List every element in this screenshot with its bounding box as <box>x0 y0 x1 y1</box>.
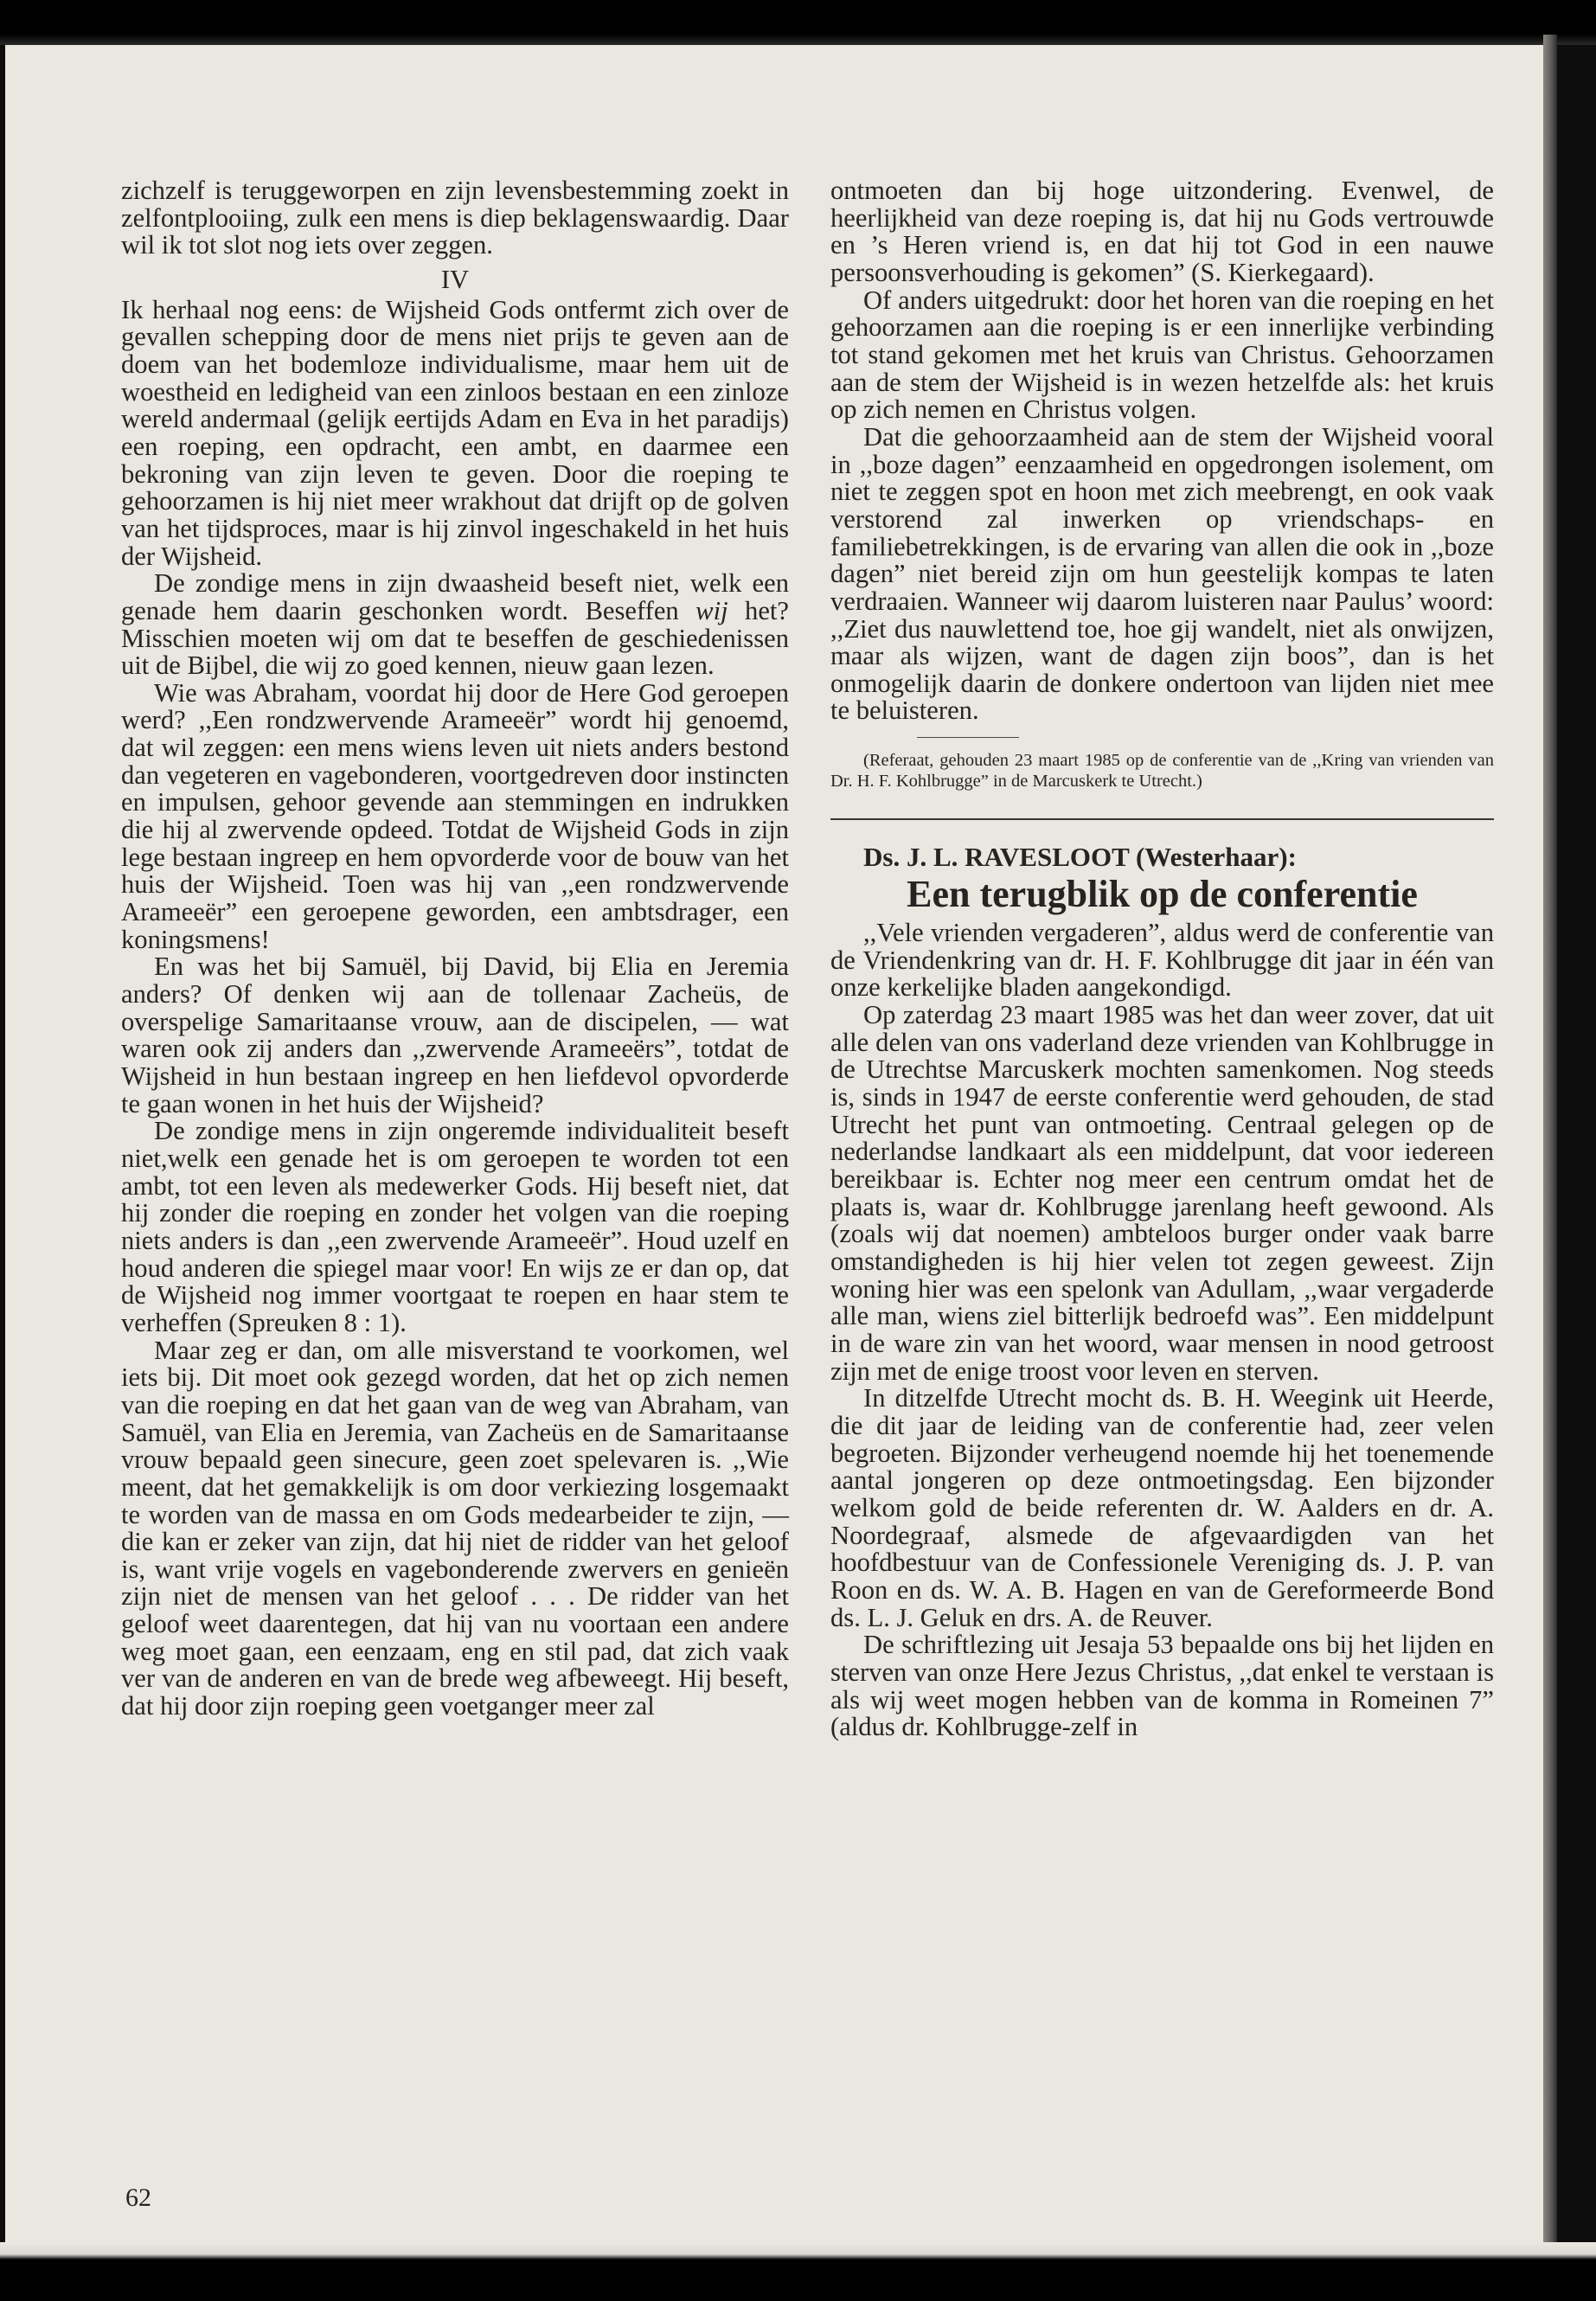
paragraph: ,,Vele vrienden vergaderen”, aldus werd de conferentie van de Vriendenkring van dr. H. F. Kohlbrugge dit jaar in één van onze kerkelijke bladen aangekondigd. <box>830 918 1494 1003</box>
emphasis: wij <box>695 595 728 625</box>
scan-bottom-border <box>0 2242 1596 2301</box>
paragraph: Wie was Abraham, voordat hij door de Here God geroepen werd? ,,Een rondzwervende Arameeër” wordt hij genoemd, dat wil zeggen: een mens wiens leven uit niets anders bestond dan vegeteren en vagebonderen, voortgedreven door instincten en impulsen, gehoor gevende aan stemmingen en indrukken die hij al zwervende opdeed. Totdat de Wijsheid Gods in zijn lege bestaan ingreep en hem opvorderde voor de bouw van het huis der Wijsheid. Toen was hij van ,,een rondzwervende Arameeër” een geroepene geworden, een ambtsdrager, een koningsmens! <box>121 677 789 954</box>
right-column <box>830 177 1494 1741</box>
paragraph: Op zaterdag 23 maart 1985 was het dan weer zover, dat uit alle delen van ons vaderland deze vrienden van Kohlbrugge in de Utrechtse Marcuskerk mochten samenkomen. Nog steeds is, sinds in 1947 de eerste conferentie werd gehouden, de stad Utrecht het punt van ontmoeting. Centraal gelegen op de nederlandse landkaart als een middelpunt, dat voor iedereen bereikbaar is. Echter nog meer een centrum omdat het de plaats is, waar dr. Kohlbrugge jarenlang heeft gewoond. Als (zoals wij dat noemen) ambteloos burger onder vaak barre omstandigheden is hij hier velen tot zegen geweest. Zijn woning hier was een spelonk van Adullam, ,,waar vergaderde alle man, wiens ziel bitterlijk bedroefd was”. Een middelpunt in de ware zin van het woord, waar mensen in nood getroost zijn met de enige troost voor leven en sterven. <box>830 1000 1494 1386</box>
paragraph: De zondige mens in zijn ongeremde individualiteit beseft niet,welk een genade het is om geroepen te worden tot een ambt, tot een leven als medewerker Gods. Hij beseft niet, dat hij zonder die roeping en zonder het volgen van die roeping niets anders is dan ,,een zwervende Arameeër”. Houd uzelf en houd anderen die spiegel maar voor! En wijs ze er dan op, dat de Wijsheid nog immer voortgaat te roepen en haar stem te verheffen (Spreuken 8 : 1). <box>121 1116 789 1337</box>
paragraph-opening: zichzelf is teruggeworpen en zijn levensbestemming zoekt in zelfontplooiing, zulk een mens is diep beklagenswaardig. Daar wil ik tot slot nog iets over zeggen. <box>121 176 789 260</box>
page-number: 62 <box>125 2183 151 2212</box>
paragraph: Ik herhaal nog eens: de Wijsheid Gods ontfermt zich over de gevallen schepping door de mens niet prijs te geven aan de doem van het bodemloze individualisme, maar hem uit de woestheid en ledigheid van een zinloos bestaan en een zinloze wereld andermaal (gelijk eertijds Adam en Eva in het paradijs) een roeping, een opdracht, een ambt, en daarmee een bekroning van zijn leven te geven. Door die roeping te gehoorzamen is hij niet meer wrakhout dat drijft op de golven van het tijdsproces, maar is hij zinvol ingeschakeld in het huis der Wijsheid. <box>121 294 789 571</box>
paragraph: Maar zeg er dan, om alle misverstand te voorkomen, wel iets bij. Dit moet ook gezegd worden, dat het op zich nemen van die roeping en dat het gaan van de weg van Abraham, van Samuël, van Elia en Jeremia, van Zacheüs en de Samaritaanse vrouw bepaald geen sinecure, geen zoet spelevaren is. ,,Wie meent, dat het gemakkelijk is om door verkiezing losgemaakt te worden van de massa en om Gods medearbeider te zijn, — die kan er zeker van zijn, dat hij niet de ridder van het geloof is, want vrije vogels en vagebonderende zwervers en genieën zijn niet de mensen van het geloof . . . De ridder van het geloof weet daarentegen, dat hij van nu voortaan een andere weg moet gaan, een eenzaam, eng en stil pad, dat zich vaak ver van de anderen en van de brede weg afbeweegt. Hij beseft, dat hij door zijn roeping geen voetganger meer zal <box>121 1335 789 1721</box>
article-byline: Ds. J. L. RAVESLOOT (Westerhaar): <box>863 842 1297 873</box>
page-edge-shadow <box>1543 35 1557 2249</box>
paragraph: Of anders uitgedrukt: door het horen van die roeping en het gehoorzamen aan die roeping is er een innerlijke verbinding tot stand gekomen met het kruis van Christus. Gehoorzamen aan de stem der Wijsheid is in wezen hetzelfde als: het kruis op zich nemen en Christus volgen. <box>830 285 1494 425</box>
paragraph: De zondige mens in zijn dwaasheid beseft niet, welk een genade hem daarin geschonken wordt. Beseffen wij het? Misschien moeten wij om dat te beseffen de geschiedenissen uit de Bijbel, die wij zo goed kennen, nieuw gaan lezen. <box>121 568 790 681</box>
section-number: IV <box>440 264 470 294</box>
footnote-divider <box>917 737 1019 738</box>
scan-top-border <box>0 0 1596 45</box>
paragraph: De schriftlezing uit Jesaja 53 bepaalde ons bij het lijden en sterven van onze Here Jezus Christus, ,,dat enkel te verstaan is als wij weet mogen hebben van de komma in Romeinen 7” (aldus dr. Kohlbrugge-zelf in <box>830 1630 1494 1742</box>
paragraph: ontmoeten dan bij hoge uitzondering. Evenwel, de heerlijkheid van deze roeping is, dat hij nu Gods vertrouwde en ’s Heren vriend is, en dat hij tot God in een nauwe persoonsverhouding is gekomen” (S. Kierkegaard). <box>830 176 1494 287</box>
article-title: Een terugblik op de conferentie <box>907 873 1418 916</box>
paragraph: In ditzelfde Utrecht mocht ds. B. H. Weegink uit Heerde, die dit jaar de leiding van de conferentie had, zeer velen begroeten. Bijzonder verheugend noemde hij het toenemende aantal jongeren op deze ontmoetingsdag. Een bijzonder welkom gold de beide referenten dr. W. Aalders en dr. A. Noordegraaf, alsmede de afgevaardigden van het hoofdbestuur van de Confessionele Vereniging ds. J. P. van Roon en ds. W. A. B. Hagen en van de Gereformeerde Bond ds. L. J. Geluk en drs. A. de Reuver. <box>830 1383 1494 1632</box>
paragraph: En was het bij Samuël, bij David, bij Elia en Jeremia anders? Of denken wij aan de tollenaar Zacheüs, de overspelige Samaritaanse vrouw, aan de discipelen, — wat waren ook zij anders dan ,,zwervende Arameeërs”, totdat de Wijsheid in hun bestaan ingreep en hen liefdevol opvorderde te gaan wonen in het huis der Wijsheid? <box>121 952 789 1118</box>
paper-page <box>5 45 1543 2242</box>
article-divider <box>830 818 1494 820</box>
footnote: (Referaat, gehouden 23 maart 1985 op de conferentie van de ,,Kring van vrienden van Dr. H. F. Kohlbrugge” in de Marcuskerk te Utrecht.) <box>830 751 1494 792</box>
left-column <box>121 177 789 1721</box>
paragraph: Dat die gehoorzaamheid aan de stem der Wijsheid vooral in ,,boze dagen” eenzaamheid en opgedrongen isolement, om niet te zeggen spot en hoon met zich meebrengt, en ook vaak verstorend zal inwerken op vriendschaps- en familiebetrekkingen, is de ervaring van allen die ook in ,,boze dagen” niet bereid zijn om hun geestelijk kompas te laten verdraaien. Wanneer wij daarom luisteren naar Paulus’ woord: ,,Ziet dus nauwlettend toe, hoe gij wandelt, niet als onwijzen, maar als wijzen, want de dagen zijn boos”, dan is het onmogelijk daarin de donkere ondertoon van lijden niet mee te beluisteren. <box>830 421 1494 726</box>
